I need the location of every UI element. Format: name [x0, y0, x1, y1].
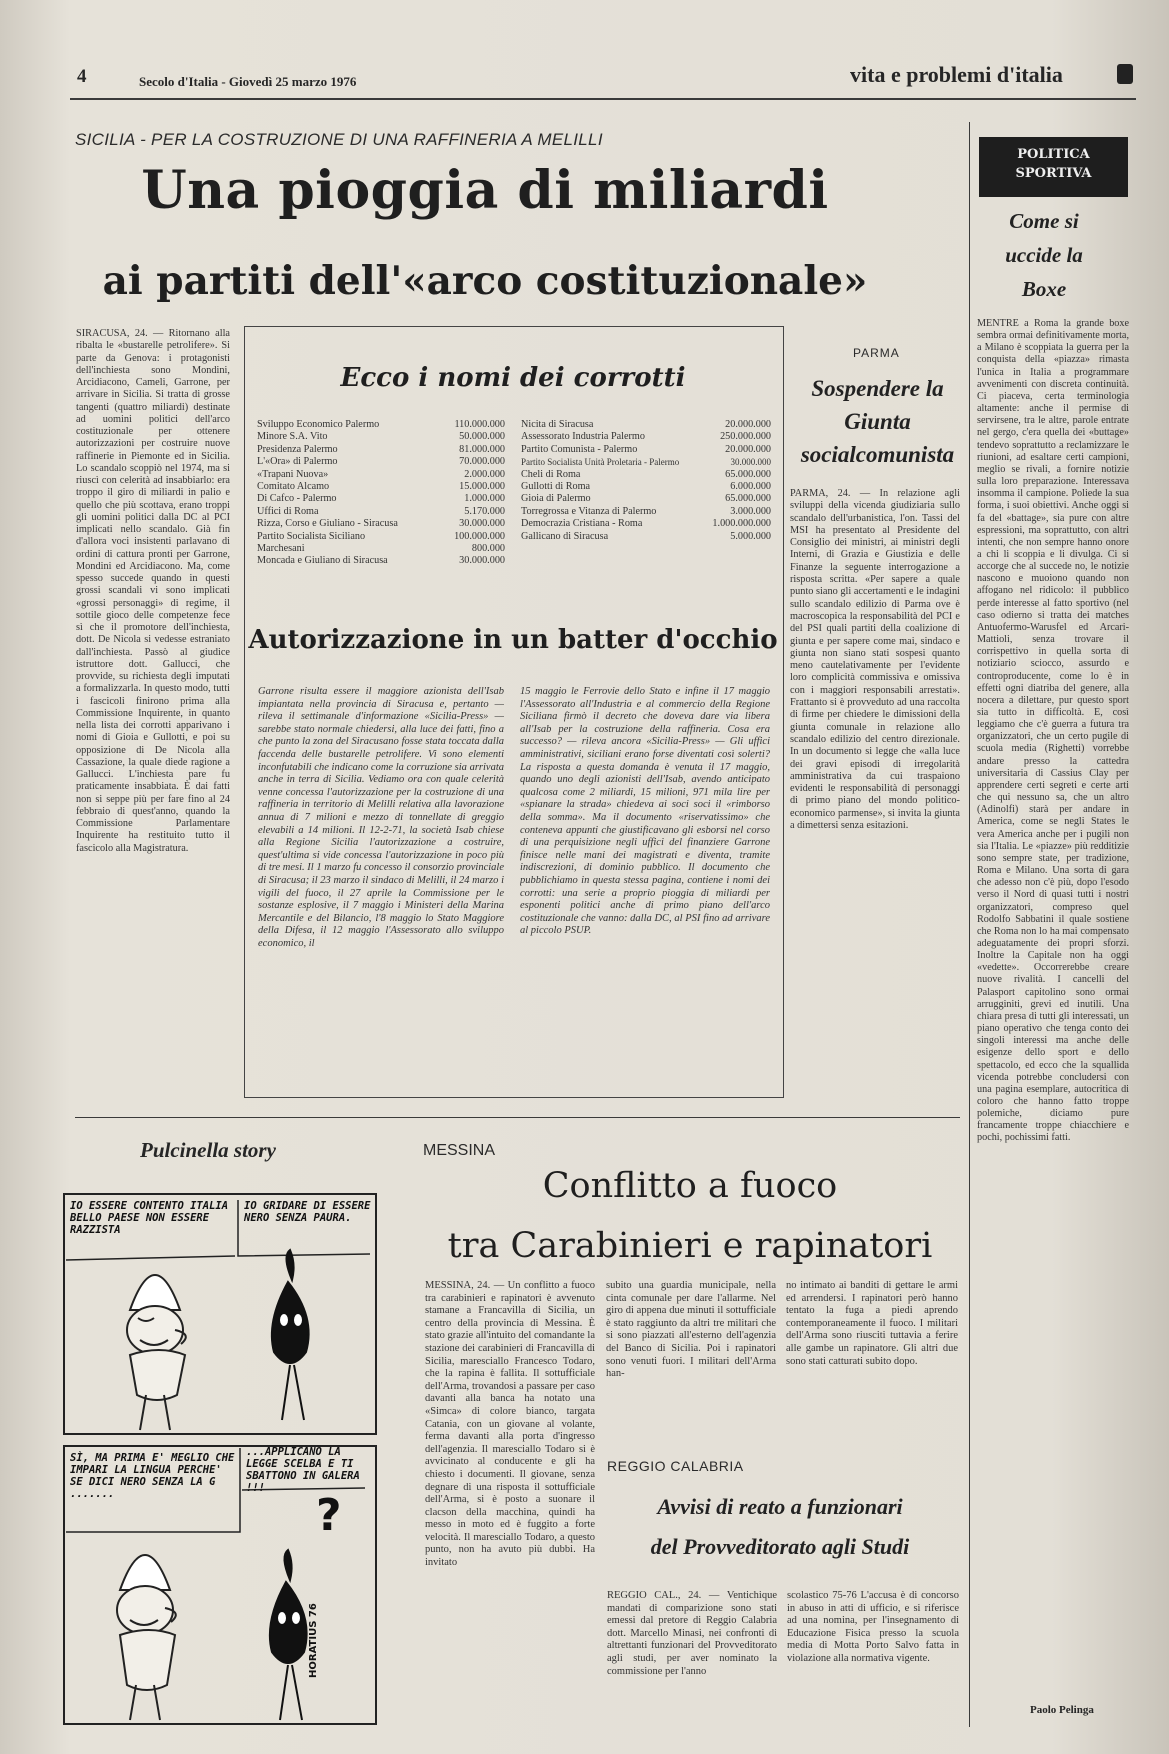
sidebar-author: Paolo Pelinga	[1030, 1704, 1094, 1716]
list-item: Moncada e Giuliano di Siracusa 30.000.000	[257, 555, 505, 567]
corrupt-box-col1: Garrone risulta essere il maggiore azionista dell'Isab impiantata nella provincia di Siracusa e, pertanto — rileva il settimanale d'informazione «Sicilia-Press» — sarebbe stato normale chiedersi, alla luce dei fatti, fino a che punto la zona del Siracusano fosse stata toccata dalla faccenda delle bustarelle petrolifere. Vi sono elementi inconfutabili che indicano come la corruzione sia arrivata anche in terra di Sicilia. Vediamo ora con quale celerità venne concessa l'autorizzazione per la costruzione di una raffineria in territorio di Melilli relativa alla lavorazione annua di 7 milioni e mezzo di tonnellate di greggio elevabili a 14 milioni. Il 12-2-71, la società Isab chiese alla Regione Sicilia l'autorizzazione a costruire, quest'ultima si vide concessa l'autorizzazione in poco più di tre mesi. Il 1 marzo fu concesso il consorzio provinciale di Siracusa; il 23 marzo il sindaco di Melilli, il 24 marzo i vigili del fuoco, il 27 aprile la Commissione per le sostanze esplosive, il 7 maggio i Ministeri della Marina Mercantile e del Bilancio, l'8 maggio lo Stato Maggiore della Difesa, il 12 maggio l'Assessorato allo sviluppo economico, il	[258, 686, 504, 949]
sidebar-rule	[969, 122, 970, 1727]
paper-date: Secolo d'Italia - Giovedì 25 marzo 1976	[139, 74, 357, 89]
list-item: Torregrossa e Vitanza di Palermo 3.000.000	[521, 505, 771, 517]
reggio-col2: scolastico 75-76 L'accusa è di concorso in abuso in atti di ufficio, e si riferisce ad una nomina, per l'insegnamento di Educazione Fisica presso la scuola media di Motta Porto Salvo fatta in violazione alla normativa vigente.	[787, 1590, 959, 1664]
parma-text: PARMA, 24. — In relazione agli sviluppi della vicenda giudiziaria sullo scandalo dell'urbanistica, l'on. Tassi del MSI ha presentato al Presidente del Consiglio dei ministri, ai ministri degli Interni, di Grazia e Giustizia e delle Finanze la seguente interrogazione a risposta scritta. «Per sapere a quale punto siano gli accertamenti e le indagini sullo scandalo edilizio di Parma ove è macroscopica la responsabilità del PCI e del PSI quali partiti della coalizione di giunta e per sapere come mai, sindaco e giunta non siano stati sospesi quanto meno cautelativamente per l'evidente loro complicità commissiva e omissiva con i maggiori responsabili arrestati». Frattanto si è provveduto ad una raccolta di firme per chiedere le dimissioni della giunta comunale in relazione allo scandalo edilizio del centro direzionale. In un documento si legge che «alla luce dei gravi episodi di irregolarità amministrativa da cui traspaiono evidenti le responsabilità di personaggi di primo piano del mondo politico-economico parmense», si invita la giunta a dimettersi senza esitazioni.	[790, 488, 960, 832]
page-number: 4	[77, 66, 87, 87]
list-item: Marchesani 800.000	[257, 543, 505, 555]
list-item: Comitato Alcamo 15.000.000	[257, 481, 505, 493]
list-item: «Trapani Nuova» 2.000.000	[257, 468, 505, 480]
corrupt-list-right	[521, 419, 771, 543]
list-item: Partito Comunista - Palermo 20.000.000	[521, 443, 771, 455]
cartoon-bubble-1: IO ESSERE CONTENTO ITALIA BELLO PAESE NON ESSERE RAZZISTA	[70, 1200, 229, 1236]
main-headline-line1: Una pioggia di miliardi	[141, 160, 829, 221]
section-marker-icon	[1117, 64, 1133, 84]
reggio-headline-line2: del Provveditorato agli Studi	[650, 1534, 910, 1559]
list-item: Gullotti di Roma 6.000.000	[521, 481, 771, 493]
sidebar-label: POLITICA SPORTIVA	[979, 137, 1128, 197]
cartoon-signature: HORATIUS 76	[308, 1603, 319, 1678]
list-item: Partito Socialista Siciliano 100.000.000	[257, 530, 505, 542]
messina-dateline: MESSINA	[423, 1142, 496, 1159]
list-item: Uffici di Roma 5.170.000	[257, 505, 505, 517]
cartoon-bubble-2: IO GRIDARE DI ESSERE NERO SENZA PAURA.	[244, 1200, 371, 1224]
cartoon-title: Pulcinella story	[140, 1138, 276, 1162]
list-item: Gioia di Palermo 65.000.000	[521, 493, 771, 505]
list-item: Presidenza Palermo 81.000.000	[257, 443, 505, 455]
sidebar-headline: Come si uccide la Boxe	[1005, 209, 1083, 301]
parma-headline: Sospendere la Giunta socialcomunista	[800, 376, 955, 467]
masthead-rule	[70, 98, 1136, 100]
list-item: Sviluppo Economico Palermo 110.000.000	[257, 419, 505, 430]
corrupt-box-col2: 15 maggio le Ferrovie dello Stato e infine il 17 maggio l'Assessorato all'Industria e al commercio della Regione Siciliana firmò il decreto che doveva dare via libera all'Isab per la costruzione della raffineria. Cosa era successo? — rileva ancora «Sicilia-Press» — Gli uffici amministrativi, siciliani erano forse diventati così solerti? La risposta a questa domanda è venuta il 17 maggio, quando uno degli azionisti dell'Isab, avendo anticipato qualcosa come 2 miliardi, 15 milioni, 971 mila lire per «spianare la strada» chiedeva ai soci soci il «rimborso della somma». Ma il documento «riservatissimo» che conteneva appunti che giustificavano gli esborsi nel corso di una perquisizione negli uffici del finanziere Garrone finisce nelle mani dei magistrati e diventa, tramite indiscrezioni, di dominio pubblico. Il documento che pubblichiamo in questa stessa pagina, contiene i nomi dei corrotti: una serie a proprio pioggia di miliardi per esponenti politici anche di primo piano dell'arco costituzionale che vanno: dalla DC, al PSI fino ad arrivare al piccolo PSUP.	[520, 686, 770, 937]
section-divider	[75, 1117, 960, 1118]
reggio-col1: REGGIO CAL., 24. — Ventichique mandati di comparizione sono stati emessi dal pretore di Reggio Calabria dott. Marcello Minasi, nei confronti di altrettanti funzionari del Provveditorato agli studi, per aver nominato la commissione per l'anno	[607, 1590, 777, 1677]
cartoon-bubble-4: ...APPLICANO LA LEGGE SCELBA E TI SBATTONO IN GALERA !!!	[246, 1446, 360, 1494]
parma-dateline: PARMA	[853, 346, 900, 360]
list-item: Assessorato Industria Palermo 250.000.000	[521, 431, 771, 443]
messina-col1: MESSINA, 24. — Un conflitto a fuoco tra carabinieri e rapinatori è avvenuto stamane a Francavilla di Sicilia, un centro della provincia di Messina. È stato grazie all'intuito del comandante la stazione dei carabinieri di Francavilla di Sicilia, maresciallo Francesco Todaro, che la rapina è fallita. Il sottufficiale dell'Arma, trovandosi a passare per caso davanti alla banca ha notato una «Simca» di colore bianco, targata Catania, con un giovane al volante, ferma davanti alla porta d'ingresso dell'agenzia. Il maresciallo Todaro si è avvicinato al conducente e gli ha chiesto i documenti. Il giovane, senza degnare di una risposta il sottufficiale dell'Arma, si è posto a suonare il clacson della macchina, quindi ha messo in moto ed è fuggito a forte velocità. Il maresciallo Todaro, a questo punto, non ha avuto più dubbi. Ha invitato	[425, 1280, 595, 1569]
list-item: Minore S.A. Vito 50.000.000	[257, 431, 505, 443]
list-item: Cheli di Roma 65.000.000	[521, 468, 771, 480]
messina-headline-line1: Conflitto a fuoco	[542, 1166, 838, 1206]
list-item: Partito Socialista Unità Proletaria - Palermo 30.000.000	[521, 457, 771, 468]
cartoon-strip	[60, 1190, 380, 1730]
messina-headline-line2: tra Carabinieri e rapinatori	[447, 1226, 933, 1266]
messina-col2: subito una guardia municipale, nella cinta comunale per dare l'allarme. Nel giro di appena due minuti il sottufficiale è stato raggiunto da altri tre militari che si sono piazzati all'esterno dell'agenzia del Banco di Sicilia. Poi i rapinatori sono venuti fuori. I militari dell'Arma han-	[606, 1280, 776, 1380]
reggio-headline-line1: Avvisi di reato a funzionari	[657, 1494, 903, 1519]
sidebar-text: MENTRE a Roma la grande boxe sembra ormai definitivamente morta, a Milano è scoppiata la guerra per la conquista della «piazza» rimasta l'unica in Italia a programmare avvenimenti con discreta continuità. Ci piaceva, certa terminologia altamente: anche il permise di servirsene, tra le altre, parole entrate nel gergo, c'era quella dei «buttage» tendevo soprattutto a reclamizzare le riunioni, ad esaltare certi campioni, meglio se rivali, a fornire notizie sulla loro preparazione. Interessava insomma il campione. Poliede la sua forma, i suoi obiettivi. Anche oggi si fa del «battage», sia pure con altre espressioni, ma soprattutto, con altri intenti, che non sempre hanno onore a chi li scoppia e li divulga. Ci si accorge che al succede no, le notizie nascono e muoiono quando non affogano nel ridicolo: il pubblico perde interesse al fatto sportivo (nel caso odierno si tratta dei matches Antuofermo-Warusfel ed Arcari-Mattioli, senza trovare il corrispettivo in quella sorta di notiziario sciocco, assurdo e controproducente, come lo è in effetti ogni diatriba del genere, alla nocera a dilettare, pur questo sport sia tutto in difficoltà. E, così leggiamo che c'è guerra a futura tra organizzatori, che un certo pugile di scuola media (Righetti) vorrebbe andare presso la cattedra universitaria di Cassius Clay per apprendere certi segreti e certe arti che qui nessuno sa, che un altro (Adinolfi) starà per andare in America, come se negli States le vera America anche per i pugili non sia l'Italia. Le «piazze» più redditizie sono sempre state, per tradizione, Roma e Milano. Una sorta di gara che adesso non c'è più, dopo l'esodo verso il Nord di quasi tutti i nostri organizzatori, compreso quel Rodolfo Sabbatini il quale sostiene che Roma non lo ha mai compensato adeguatamente dei propri sforzi. Inoltre la Capitale non ha oggi «vedette». Occorrerebbe creare nuove rivalità. I cancelli del Palasport capitolino sono ormai arrugginiti, grevi ed inutili. Una chiara presa di tutti gli interessati, un piano operativo che tenga conto dei singoli interessi ma anche delle esigenze dello sport e dello spettacolo, ed ecco che la squallida vicenda potrebbe concludersi con una pagina esemplare, autocritica di coloro che hanno fatto troppe polemiche, diciamo pure francamente troppe chiacchiere e pochi, pochissimi fatti.	[977, 318, 1129, 1144]
list-item: Nicita di Siracusa 20.000.000	[521, 419, 771, 430]
list-item: Gallicano di Siracusa 5.000.000	[521, 530, 771, 542]
list-item: Rizza, Corso e Giuliano - Siracusa 30.000.000	[257, 518, 505, 530]
cartoon-question-mark: ?	[316, 1490, 342, 1541]
main-kicker: SICILIA - PER LA COSTRUZIONE DI UNA RAFFINERIA A MELILLI	[75, 130, 603, 149]
list-item: L'«Ora» di Palermo 70.000.000	[257, 456, 505, 468]
corrupt-box-subhead: Autorizzazione in un batter d'occhio	[248, 625, 778, 655]
messina-col3: no intimato ai banditi di gettare le armi ed arrendersi. I rapinatori però hanno tentato la fuga a piedi aprendo contemporaneamente il fuoco. I militari dell'Arma sono riusciti tuttavia a ferire alle gambe un rapinatore. Gli altri due sono stati catturati subito dopo.	[786, 1280, 958, 1367]
list-item: Democrazia Cristiana - Roma 1.000.000.000	[521, 518, 771, 530]
main-headline-line2: ai partiti dell'«arco costituzionale»	[102, 258, 868, 304]
reggio-dateline: REGGIO CALABRIA	[607, 1458, 744, 1474]
section-title: vita e problemi d'italia	[850, 62, 1063, 87]
corrupt-box-title: Ecco i nomi dei corrotti	[340, 363, 686, 393]
list-item: Di Cafco - Palermo 1.000.000	[257, 493, 505, 505]
main-lead-text: SIRACUSA, 24. — Ritornano alla ribalta le «bustarelle petrolifere». Si parte da Genova: i protagonisti dell'inchiesta sono Mondini, Arcidiacono, Cameli, Garrone, per arrivare in Sicilia. Si tratta di grosse tangenti (quattro miliardi) destinate ad uomini politici dell'arco costituzionale per ottenere autorizzazioni per costruire nuove raffinerie in Piemonte ed in Sicilia. Lo scandalo scoppiò nel 1974, ma si riuscì con celerità ad insabbiarlo: era troppo il giro di miliardi in palio e quello che più scottava, erano troppi gli uomini politici dalla DC al PCI implicati nello scandalo. Già fin d'allora voci insistenti parlavano di ordini di cattura pronti per Garrone, Mondini ed Arcidiacono. Ma, come spesso succede quando in questi grossi scandali vi sono implicati «grossi personaggi» di regime, il sottile gioco delle competenze fece sì che il promotore dell'inchiesta, dott. De Nicola si vedesse estraniato dall'inchiesta. Passò al giudice istruttore dott. Gallucci, che provvide, su richiesta degli imputati a formalizzarla. In questo modo, tutti i fascicoli finirono prima alla Commissione Inquirente, in quanto nella lista dei corrotti apparivano i nomi di Gioia e Gullotti, e poi su opposizione di De Nicola alla Cassazione, la quale diede ragione a Gallucci. L'inchiesta pare fu praticamente insabbiata. È dai fatti non si seppe più per fare fino al 24 febbraio di quest'anno, quando la Commissione Parlamentare Inquirente ha restituito tutto il fascicolo alla Magistratura.	[76, 328, 230, 854]
cartoon-bubble-3: SÌ, MA PRIMA E' MEGLIO CHE IMPARI LA LINGUA PERCHE' SE DICI NERO SENZA LA G .......	[70, 1452, 235, 1500]
corrupt-list-left	[257, 419, 505, 568]
